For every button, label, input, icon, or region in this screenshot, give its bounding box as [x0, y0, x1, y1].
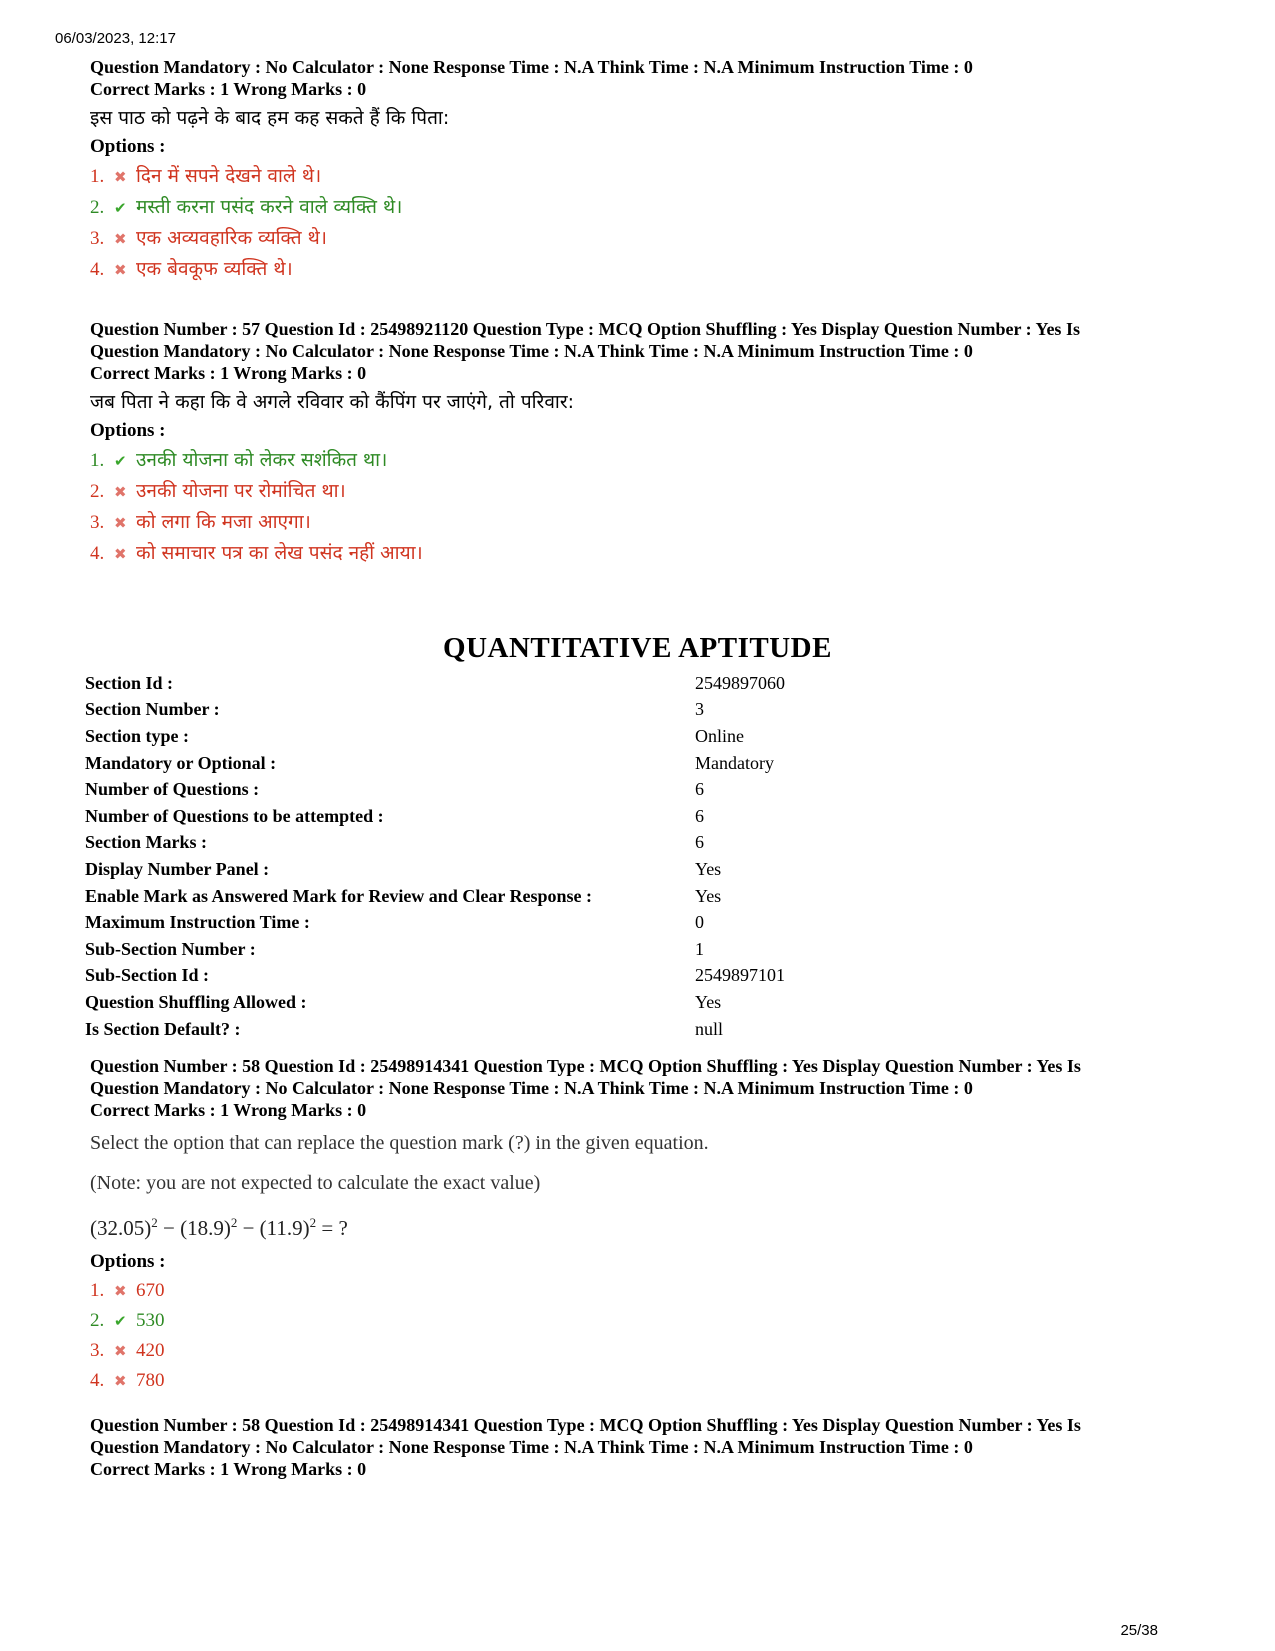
question-equation — [90, 1203, 1210, 1248]
section-row-value: Online — [695, 725, 744, 746]
section-row-label: Section type : — [85, 725, 189, 746]
section-row — [85, 883, 1185, 910]
check-icon: ✔ — [114, 452, 127, 470]
question-marks: Correct Marks : 1 Wrong Marks : 0 — [90, 363, 367, 383]
question-header: Question Number : 58 Question Id : 25498914341 Question Type : MCQ Option Shuffling : Yes Display Question Number : Yes Is — [90, 1056, 1081, 1076]
option-text: एक अव्यवहारिक व्यक्ति थे। — [136, 227, 327, 249]
cross-icon: ✖ — [114, 230, 127, 248]
question-marks: Correct Marks : 1 Wrong Marks : 0 — [90, 79, 367, 99]
section-row-value: null — [695, 1018, 724, 1039]
section-row-value: 0 — [695, 912, 704, 933]
cross-icon: ✖ — [114, 261, 127, 279]
section-row-label: Sub-Section Id : — [85, 965, 210, 986]
option-item — [90, 445, 1210, 476]
cross-icon: ✖ — [114, 168, 127, 186]
option-number: 2. — [90, 481, 105, 502]
section-row-value: 3 — [695, 699, 704, 720]
page-number: 25/38 — [1120, 1622, 1158, 1639]
question-58 — [90, 1055, 1210, 1396]
section-row — [85, 776, 1185, 803]
option-number: 4. — [90, 543, 105, 564]
option-number: 4. — [90, 259, 105, 280]
section-title: QUANTITATIVE APTITUDE — [443, 632, 832, 664]
option-item — [90, 1276, 1210, 1306]
equation-exponent: 2 — [309, 1215, 317, 1230]
question-text: इस पाठ को पढ़ने के बाद हम कह सकते हैं कि पिता: — [90, 107, 450, 129]
question-header: Question Number : 57 Question Id : 25498921120 Question Type : MCQ Option Shuffling : Yes Display Question Number : Yes Is — [90, 319, 1080, 339]
equation-term: − (18.9) — [157, 1216, 231, 1240]
cross-icon: ✖ — [114, 483, 127, 501]
options-label: Options : — [90, 136, 166, 157]
equation-term: = ? — [316, 1216, 348, 1240]
cross-icon: ✖ — [114, 545, 127, 563]
equation-exponent: 2 — [151, 1215, 158, 1230]
question-57 — [90, 318, 1210, 569]
equation-term: (32.05) — [90, 1216, 152, 1240]
option-item — [90, 1336, 1210, 1366]
question-text: Select the option that can replace the question mark (?) in the given equation. — [90, 1132, 709, 1154]
option-text: एक बेवकूफ व्यक्ति थे। — [136, 258, 293, 280]
section-row — [85, 856, 1185, 883]
option-item — [90, 538, 1210, 569]
section-row — [85, 830, 1185, 857]
section-row — [85, 936, 1185, 963]
option-number: 1. — [90, 450, 105, 471]
section-row-label: Mandatory or Optional : — [85, 752, 277, 773]
cross-icon: ✖ — [114, 1282, 127, 1300]
option-item — [90, 1366, 1210, 1396]
section-row — [85, 723, 1185, 750]
option-item — [90, 161, 1210, 192]
question-meta: Question Mandatory : No Calculator : None Response Time : N.A Think Time : N.A Minimum Instruction Time : 0 — [90, 57, 973, 77]
section-row — [85, 750, 1185, 777]
check-icon: ✔ — [114, 199, 127, 217]
section-row-value: 2549897060 — [695, 672, 785, 693]
option-number: 1. — [90, 1280, 105, 1301]
section-row-label: Section Number : — [85, 699, 220, 720]
option-item — [90, 254, 1210, 285]
question-meta: Question Mandatory : No Calculator : None Response Time : N.A Think Time : N.A Minimum Instruction Time : 0 — [90, 1437, 973, 1457]
equation-exponent: 2 — [230, 1215, 238, 1230]
question-meta: Question Mandatory : No Calculator : None Response Time : N.A Think Time : N.A Minimum Instruction Time : 0 — [90, 1078, 973, 1098]
option-number: 3. — [90, 512, 105, 533]
option-text: 670 — [136, 1280, 165, 1301]
option-text: 530 — [136, 1310, 165, 1331]
question-marks: Correct Marks : 1 Wrong Marks : 0 — [90, 1100, 367, 1120]
question-note: (Note: you are not expected to calculate the exact value) — [90, 1172, 541, 1194]
option-text: को समाचार पत्र का लेख पसंद नहीं आया। — [136, 542, 423, 564]
options-label: Options : — [90, 1251, 166, 1272]
section-row-value: 6 — [695, 779, 704, 800]
question-marks: Correct Marks : 1 Wrong Marks : 0 — [90, 1459, 367, 1479]
option-text: मस्ती करना पसंद करने वाले व्यक्ति थे। — [136, 196, 403, 218]
option-number: 2. — [90, 197, 105, 218]
section-row-value: 6 — [695, 832, 704, 853]
option-number: 3. — [90, 228, 105, 249]
section-row-label: Number of Questions : — [85, 779, 260, 800]
question-56 — [90, 56, 1210, 285]
cross-icon: ✖ — [114, 1342, 127, 1360]
check-icon: ✔ — [114, 1312, 127, 1330]
section-details — [85, 670, 1185, 1042]
option-text: को लगा कि मजा आएगा। — [136, 511, 311, 533]
cross-icon: ✖ — [114, 514, 127, 532]
option-item — [90, 507, 1210, 538]
option-number: 1. — [90, 166, 105, 187]
option-number: 3. — [90, 1340, 105, 1361]
print-timestamp: 06/03/2023, 12:17 — [55, 30, 176, 47]
section-row-label: Display Number Panel : — [85, 858, 270, 879]
section-row-value: Yes — [695, 885, 722, 906]
section-row-value: Yes — [695, 858, 722, 879]
option-item — [90, 476, 1210, 507]
section-row-label: Maximum Instruction Time : — [85, 912, 310, 933]
section-row-label: Is Section Default? : — [85, 1018, 241, 1039]
section-row-value: Yes — [695, 991, 722, 1012]
option-text: 780 — [136, 1370, 165, 1391]
section-row — [85, 697, 1185, 724]
option-text: उनकी योजना को लेकर सशंकित था। — [136, 449, 388, 471]
option-text: उनकी योजना पर रोमांचित था। — [136, 480, 346, 502]
question-next — [90, 1414, 1210, 1480]
section-row — [85, 963, 1185, 990]
section-row-value: 1 — [695, 938, 704, 959]
equation-term: − (11.9) — [237, 1216, 310, 1240]
option-item — [90, 223, 1210, 254]
section-row-label: Question Shuffling Allowed : — [85, 991, 307, 1012]
section-row — [85, 1016, 1185, 1043]
section-row-label: Section Marks : — [85, 832, 207, 853]
cross-icon: ✖ — [114, 1372, 127, 1390]
option-item — [90, 1306, 1210, 1336]
section-row-value: Mandatory — [695, 752, 774, 773]
option-number: 4. — [90, 1370, 105, 1391]
option-text: दिन में सपने देखने वाले थे। — [136, 165, 322, 187]
section-row — [85, 909, 1185, 936]
option-text: 420 — [136, 1340, 165, 1361]
section-row-value: 6 — [695, 805, 704, 826]
option-item — [90, 192, 1210, 223]
section-row-label: Number of Questions to be attempted : — [85, 805, 384, 826]
section-row-label: Enable Mark as Answered Mark for Review and Clear Response : — [85, 885, 592, 906]
section-row — [85, 670, 1185, 697]
question-text: जब पिता ने कहा कि वे अगले रविवार को कैंपिंग पर जाएंगे, तो परिवार: — [90, 391, 574, 413]
section-row-value: 2549897101 — [695, 965, 785, 986]
section-row-label: Sub-Section Number : — [85, 938, 256, 959]
section-row-label: Section Id : — [85, 672, 174, 693]
option-number: 2. — [90, 1310, 105, 1331]
section-row — [85, 989, 1185, 1016]
question-header: Question Number : 58 Question Id : 25498914341 Question Type : MCQ Option Shuffling : Yes Display Question Number : Yes Is — [90, 1415, 1081, 1435]
options-label: Options : — [90, 420, 166, 441]
section-row — [85, 803, 1185, 830]
question-meta: Question Mandatory : No Calculator : None Response Time : N.A Think Time : N.A Minimum Instruction Time : 0 — [90, 341, 973, 361]
